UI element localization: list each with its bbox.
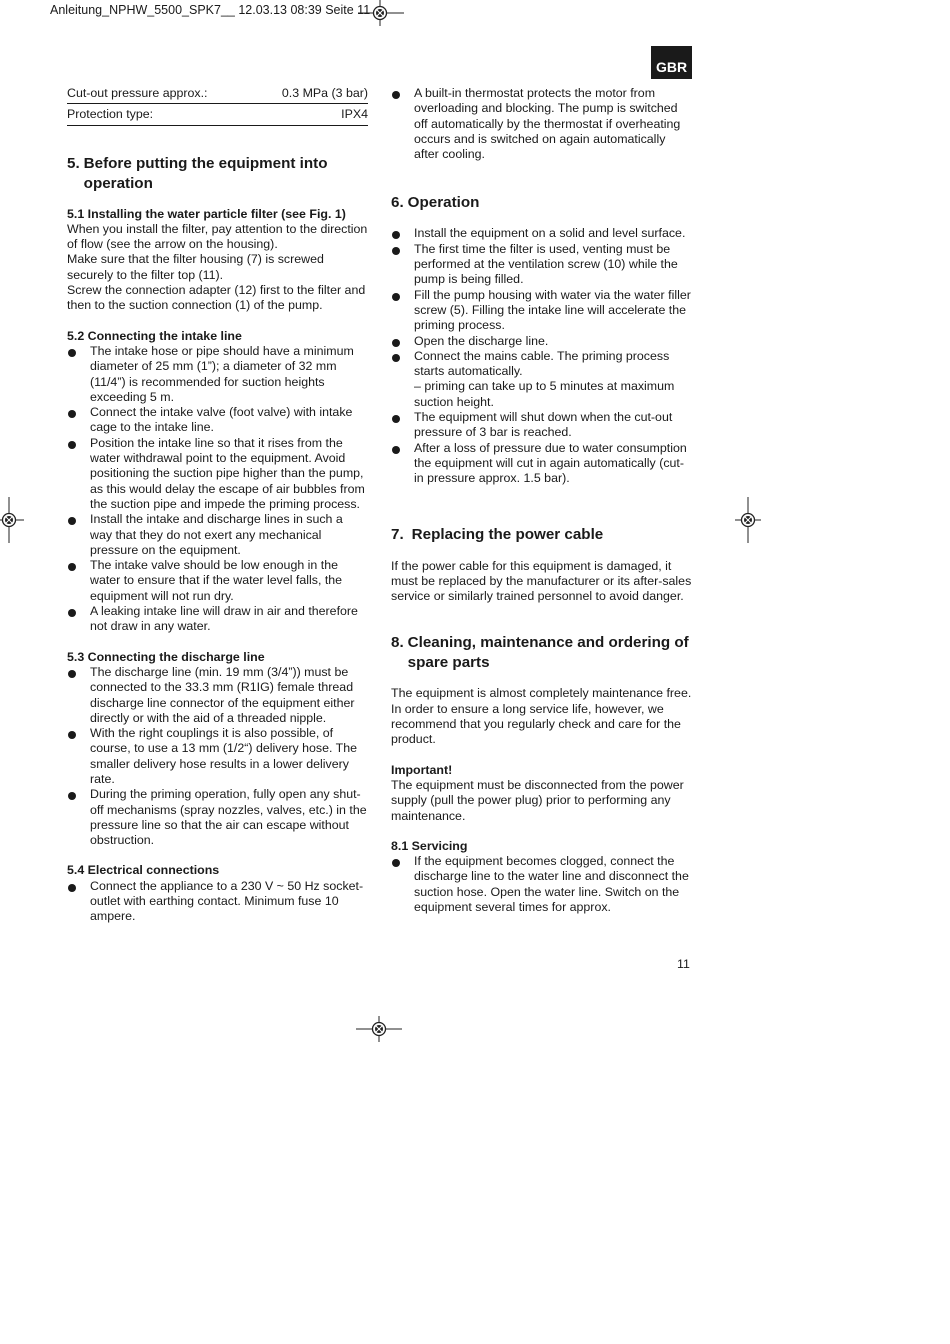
- bullet-list: [67, 879, 368, 925]
- list-item: The equipment will shut down when the cut-out pressure of 3 bar is reached.: [391, 410, 693, 441]
- right-column: [391, 86, 693, 915]
- bullet-list: [67, 665, 368, 849]
- language-badge: GBR: [651, 46, 692, 79]
- list-item: A leaking intake line will draw in air and therefore not draw in any water.: [67, 604, 368, 635]
- paragraph: Screw the connection adapter (12) first to the filter and then to the suction connection (1) of the pump.: [67, 283, 366, 313]
- list-item: If the equipment becomes clogged, connect the discharge line to the water line and disconnect the suction hose. Open the water line. Switch on the equipment several times for approx.: [391, 854, 693, 915]
- paragraph: Make sure that the filter housing (7) is screwed securely to the filter top (11).: [67, 252, 324, 282]
- list-item: With the right couplings it is also possible, of course, to use a 13 mm (1/2“) delivery hose. The smaller delivery hose results in a lower delivery rate.: [67, 726, 368, 787]
- spec-row: [67, 86, 368, 104]
- list-item: A built-in thermostat protects the motor from overloading and blocking. The pump is switched off automatically by the thermostat if overheating occurs and is switched on again automatically after cooling.: [391, 86, 693, 162]
- subsection-heading-5-2: 5.2 Connecting the intake line: [67, 328, 242, 343]
- list-item-text: Connect the mains cable. The priming process starts automatically.: [414, 348, 670, 379]
- list-item: Open the discharge line.: [391, 334, 693, 349]
- section-title: Replacing the power cable: [411, 525, 604, 543]
- list-item: Position the intake line so that it rises from the water withdrawal point to the equipment. Avoid positioning the suction pipe higher than the pump, as this would delay the escape of air bubbles from the suction pipe and impede the priming process.: [67, 436, 368, 512]
- paragraph: The equipment must be disconnected from the power supply (pull the power plug) prior to performing any maintenance.: [391, 777, 684, 823]
- section-title: Operation: [407, 194, 480, 212]
- list-item: During the priming operation, fully open any shut-off mechanisms (spray nozzles, valves, etc.) in the pressure line so that the air can escape without obstruction.: [67, 787, 368, 848]
- section-title: Cleaning, maintenance and ordering of spare parts: [407, 634, 689, 672]
- list-item: Fill the pump housing with water via the water filler screw (5). Filling the intake line will accelerate the priming process.: [391, 288, 693, 334]
- bullet-list: [391, 226, 693, 486]
- paragraph: If the power cable for this equipment is damaged, it must be replaced by the manufacturer or its after-sales service or similarly trained personnel to avoid danger.: [391, 558, 692, 604]
- registration-mark-bottom-icon: [356, 1016, 402, 1042]
- list-item-note: – priming can take up to 5 minutes at maximum suction height.: [414, 379, 675, 409]
- paragraph: The equipment is almost completely maintenance free. In order to ensure a long service life, however, we recommend that you regularly check and care for the product.: [391, 686, 692, 747]
- section-heading-6: [391, 193, 693, 213]
- section-number: 5.: [67, 154, 80, 172]
- subsection-heading-5-3: 5.3 Connecting the discharge line: [67, 649, 265, 664]
- spec-value: IPX4: [341, 107, 368, 122]
- list-item: [391, 349, 693, 410]
- list-item: The intake hose or pipe should have a minimum diameter of 25 mm (1”); a diameter of 32 mm (11/4”) is recommended for suction heights exceeding 5 m.: [67, 344, 368, 405]
- print-file-header: Anleitung_NPHW_5500_SPK7__ 12.03.13 08:39 Seite 11: [50, 3, 371, 17]
- list-item: The discharge line (min. 19 mm (3/4”)) must be connected to the 33.3 mm (R1IG) female thread discharge line connector of the equipment either directly or with the aid of a threaded nipple.: [67, 665, 368, 726]
- spec-label: Protection type:: [67, 107, 154, 122]
- left-column: [67, 86, 368, 925]
- registration-mark-top-icon: [358, 0, 404, 26]
- list-item: The intake valve should be low enough in the water to ensure that if the water level falls, the equipment will not run dry.: [67, 558, 368, 604]
- subsection-heading-5-1: 5.1 Installing the water particle filter (see Fig. 1): [67, 206, 346, 221]
- spec-row: [67, 107, 368, 125]
- bullet-list: [391, 86, 693, 162]
- list-item: After a loss of pressure due to water consumption the equipment will cut in again automatically (cut-in pressure approx. 1.5 bar).: [391, 441, 693, 487]
- spec-value: 0.3 MPa (3 bar): [281, 86, 368, 100]
- bullet-list: [391, 854, 693, 915]
- list-item: Install the intake and discharge lines in such a way that they do not exert any mechanical pressure on the equipment.: [67, 512, 368, 558]
- list-item: The first time the filter is used, venting must be performed at the ventilation screw (10) while the pump is being filled.: [391, 242, 693, 288]
- list-item: Connect the intake valve (foot valve) with intake cage to the intake line.: [67, 405, 368, 436]
- section-title: Before putting the equipment into operation: [83, 154, 328, 192]
- spec-label: Cut-out pressure approx.:: [67, 86, 208, 100]
- section-number: 8.: [391, 634, 404, 652]
- list-item: Connect the appliance to a 230 V ~ 50 Hz socket-outlet with earthing contact. Minimum fuse 10 ampere.: [67, 879, 368, 925]
- subsection-heading-8-1: 8.1 Servicing: [391, 838, 468, 853]
- section-number: 7.: [391, 525, 404, 543]
- registration-mark-left-icon: [0, 497, 24, 543]
- paragraph: When you install the filter, pay attention to the direction of flow (see the arrow on the housing).: [67, 221, 368, 252]
- bullet-list: [67, 344, 368, 635]
- section-heading-8: [391, 633, 693, 673]
- section-number: 6.: [391, 194, 404, 212]
- subsection-heading-5-4: 5.4 Electrical connections: [67, 863, 220, 878]
- section-heading-5: [67, 154, 368, 194]
- registration-mark-right-icon: [735, 497, 761, 543]
- important-label: Important!: [391, 762, 453, 777]
- list-item: Install the equipment on a solid and level surface.: [391, 226, 693, 241]
- page-number: 11: [677, 957, 690, 971]
- section-heading-7: [391, 525, 693, 545]
